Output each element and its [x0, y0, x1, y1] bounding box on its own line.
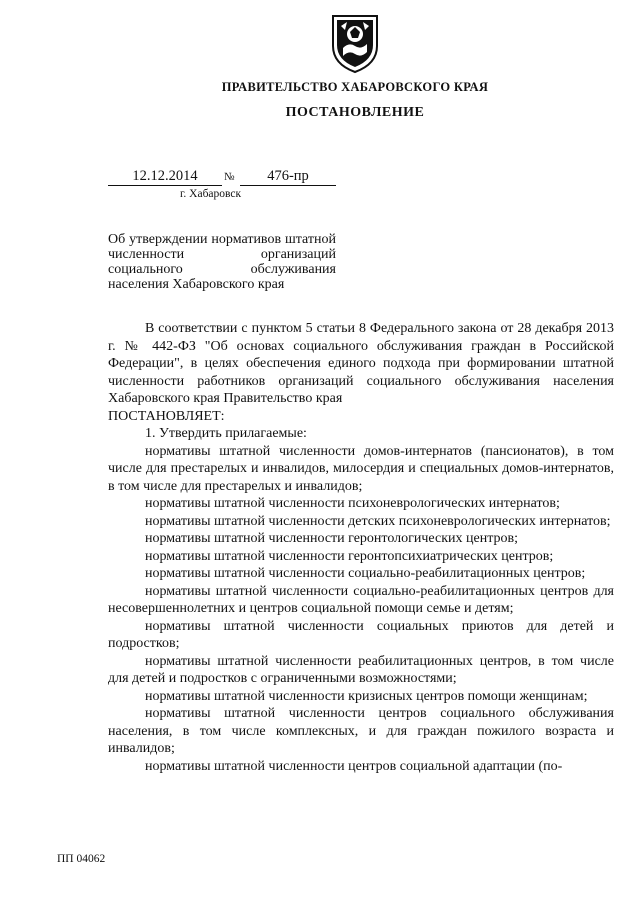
norm-item: нормативы штатной численности психоневрологических интернатов; — [145, 496, 560, 511]
norm-item: нормативы штатной численности кризисных центров помощи женщинам; — [145, 688, 588, 704]
document-date: 12.12.2014 — [108, 168, 222, 186]
norm-item: нормативы штатной численности геронтопсихиатрических центров; — [145, 548, 554, 564]
item-1: 1. Утвердить прилагаемые: — [145, 426, 307, 441]
norm-item: нормативы штатной численности центров социальной адаптации (по- — [145, 758, 563, 774]
decree-word: ПОСТАНОВЛЯЕТ: — [108, 408, 225, 424]
document-subject: Об утверждении нормативов штатной численности организаций социального обслуживания населения Хабаровского края — [108, 232, 336, 292]
norm-item: нормативы штатной численности домов-интернатов (пансионатов), в том числе для престарелых и инвалидов, милосердия и специальных домов-интернатов, в том числе для престарелых и инвалидов; — [108, 443, 614, 494]
norm-item: нормативы штатной численности реабилитационных центров, в том числе для детей и подростков с ограниченными возможностями; — [108, 653, 614, 686]
intro-paragraph: В соответствии с пунктом 5 статьи 8 Федерального закона от 28 декабря 2013 г. № 442-ФЗ "Об основах социального обслуживания граждан в Российской Федерации", в целях обеспечения единого подхода при формировании штатной численности работников организаций социального обслуживания населения Хабаровского края Правительство края — [108, 321, 614, 406]
norm-item: нормативы штатной численности центров социального обслуживания населения, в том числе комплексных, и для граждан пожилого возраста и инвалидов; — [108, 706, 614, 756]
document-body — [108, 320, 614, 775]
document-number: 476-пр — [240, 168, 336, 186]
norm-item: нормативы штатной численности социально-реабилитационных центров; — [145, 566, 586, 581]
khabarovsk-coat-of-arms-icon — [329, 12, 381, 74]
norm-item: нормативы штатной численности социальных приютов для детей и подростков; — [108, 618, 614, 651]
footer-code: ПП 04062 — [57, 853, 106, 865]
document-type: ПОСТАНОВЛЕНИЕ — [285, 105, 425, 120]
government-name: ПРАВИТЕЛЬСТВО ХАБАРОВСКОГО КРАЯ — [221, 80, 489, 94]
norm-item: нормативы штатной численности социально-реабилитационных центров для несовершеннолетних и центров социальной помощи семье и детям; — [108, 583, 614, 616]
city: г. Хабаровск — [180, 188, 242, 200]
number-sign: № — [224, 171, 235, 183]
norm-item: нормативы штатной численности геронтологических центров; — [145, 531, 518, 546]
norm-item: нормативы штатной численности детских психоневрологических интернатов; — [145, 513, 611, 529]
